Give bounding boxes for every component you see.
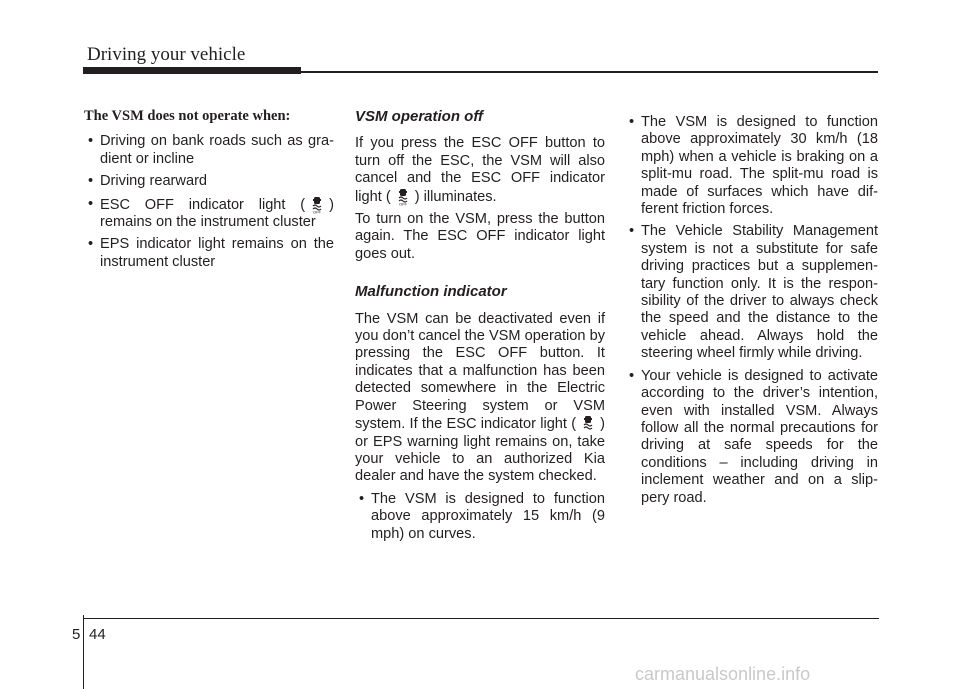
esc-off-indicator-icon [309, 196, 325, 214]
col1-bullet-3 [84, 196, 334, 232]
vsm-off-paragraph-1 [355, 135, 605, 206]
col1-bullet-1: • Driving on bank roads such as gra-dient or incline [84, 133, 334, 168]
col1-bullet-3-text: ESC OFF indicator light ( [100, 196, 306, 213]
footer-horizontal-rule [83, 618, 879, 619]
section-title-vsm-operation-off: VSM operation off [355, 108, 484, 125]
column-2 [355, 108, 605, 548]
malfunction-paragraph [355, 311, 605, 486]
esc-off-indicator-icon [395, 188, 411, 206]
esc-indicator-icon [580, 415, 596, 433]
col3-bullet-2: • The Vehicle Stability Management system is not a substitute for safe driving practices but a supplemen-tary function only. It is the respon-sibility of the driver to always check the speed and the distance to the vehicle ahead. Always hold the steering wheel firmly while driving. [625, 223, 878, 362]
col1-bullet-4: • EPS indicator light remains on the instrument cluster [84, 236, 334, 271]
malfunction-text-a: The VSM can be deactivated even if you don’t cancel the VSM operation by pressing the ESC OFF button. It indicates that a malfunction has been detected somewhere in the Electric Power Steering system or VSM system. If the ESC indicator light ( [355, 310, 605, 433]
page-header-title: Driving your vehicle [87, 44, 246, 65]
column-3 [625, 114, 878, 512]
esc-off-label: OFF [398, 201, 407, 206]
vsm-off-paragraph-2: To turn on the VSM, press the button again. The ESC OFF indicator light goes out. [355, 211, 605, 262]
page-number: 44 [89, 626, 106, 643]
watermark: carmanualsonline.info [635, 664, 811, 684]
section-title-malfunction-indicator: Malfunction indicator [355, 283, 507, 301]
header-rule-thick [83, 67, 301, 74]
vsm-off-p1-text-b: ) illuminates. [414, 188, 497, 205]
esc-off-label: OFF [313, 209, 322, 214]
col3-bullet-3: • Your vehicle is designed to activate according to the driver’s intention, even with installed VSM. Always follow all the normal precautions for driving at safe speeds for the conditions – including driving in inclement weather and on a slip-pery road. [625, 368, 878, 507]
header-rule-thin [300, 71, 878, 73]
footer-vertical-rule [83, 615, 84, 689]
col1-heading: The VSM does not operate when: [84, 108, 291, 124]
col3-bullet-1: • The VSM is designed to function above approximately 30 km/h (18 mph) when a vehicle is braking on a split-mu road. The split-mu road is made of surfaces which have dif-ferent friction forces. [625, 114, 878, 218]
vsm-off-p1-text-a: If you press the ESC OFF button to turn off the ESC, the VSM will also cancel and the ESC OFF indicator light ( [355, 135, 605, 205]
col1-bullet-2: • Driving rearward [84, 173, 334, 190]
column-1 [84, 108, 334, 276]
chapter-number: 5 [72, 626, 81, 643]
col2-bullet-curves: • The VSM is designed to function above approximately 15 km/h (9 mph) on curves. [355, 491, 605, 543]
malfunction-text-b: ) or EPS warning light remains on, take your vehicle to an authorized Kia dealer and have the system checked. [355, 416, 605, 485]
col1-bullet-3-after: ) remains on the instrument cluster [100, 196, 334, 231]
